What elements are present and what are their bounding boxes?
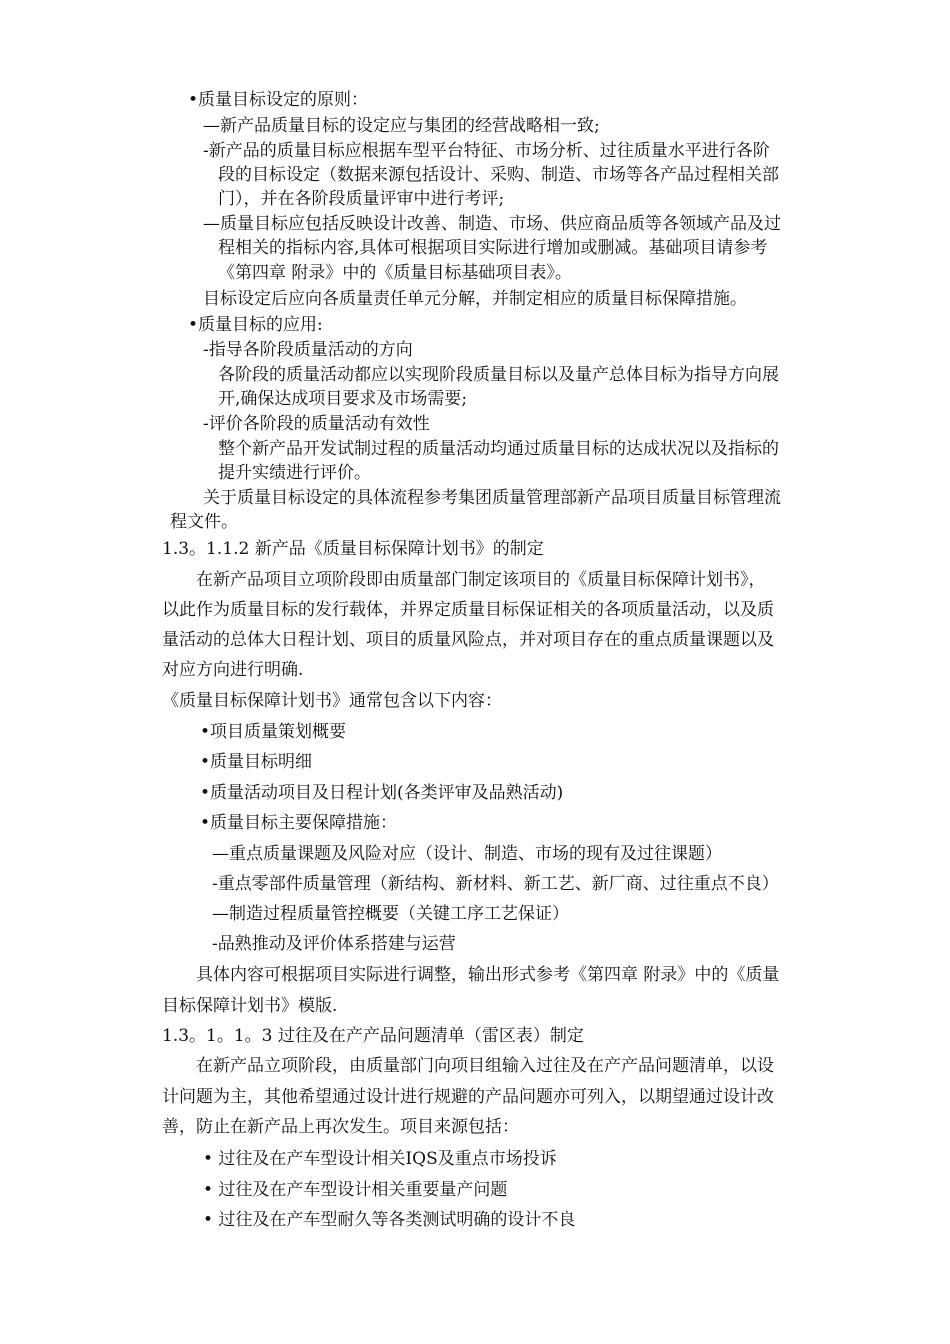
- plan-subitem-4: -品熟推动及评价体系搭建与运营: [212, 934, 456, 954]
- principle-1: —新产品质量目标的设定应与集团的经营战略相一致;: [203, 116, 600, 136]
- application-2-title: -评价各阶段的质量活动有效性: [203, 414, 430, 434]
- bullet-application-heading: •质量目标的应用:: [188, 315, 323, 335]
- para-plan-line2: 以此作为质量目标的发行载体，并界定质量目标保证相关的各项质量活动，以及质: [162, 600, 774, 620]
- plan-item-1: •项目质量策划概要: [200, 722, 347, 742]
- para-issues-line2: 计问题为主，其他希望通过设计进行规避的产品问题亦可列入，以期望通过设计改: [162, 1087, 774, 1107]
- source-item-2: • 过往及在产车型设计相关重要量产问题: [203, 1180, 508, 1200]
- bullet-principles-heading: •质量目标设定的原则：: [188, 90, 369, 110]
- process-note-line2: 程文件。: [170, 512, 238, 532]
- para-plan-line1: 在新产品项目立项阶段即由质量部门制定该项目的《质量目标保障计划书》，: [196, 570, 766, 590]
- plan-note-line1: 具体内容可根据项目实际进行调整，输出形式参考《第四章 附录》中的《质量: [196, 965, 780, 985]
- para-plan-line4: 对应方向进行明确.: [162, 660, 304, 680]
- principle-3-line2: 程相关的指标内容,具体可根据项目实际进行增加或删减。基础项目请参考: [218, 238, 768, 258]
- principle-2-line1: -新产品的质量目标应根据车型平台特征、市场分析、过往质量水平进行各阶: [203, 141, 770, 161]
- plan-subitem-1: —重点质量课题及风险对应（设计、制造、市场的现有及过往课题）: [212, 844, 722, 864]
- principle-3-line3: 《第四章 附录》中的《质量目标基础项目表》。: [218, 263, 572, 283]
- process-note-line1: 关于质量目标设定的具体流程参考集团质量管理部新产品项目质量目标管理流: [203, 488, 781, 508]
- plan-item-2: •质量目标明细: [200, 752, 313, 772]
- plan-item-4: •质量目标主要保障措施：: [200, 813, 398, 833]
- source-item-3: • 过往及在产车型耐久等各类测试明确的设计不良: [203, 1210, 576, 1230]
- principle-2-line3: 门），并在各阶段质量评审中进行考评;: [218, 189, 505, 209]
- principle-2-line2: 段的目标设定（数据来源包括设计、采购、制造、市场等各产品过程相关部: [218, 165, 779, 185]
- principle-note: 目标设定后应向各质量责任单元分解，并制定相应的质量目标保障措施。: [203, 289, 747, 309]
- para-plan-line3: 量活动的总体大日程计划、项目的质量风险点，并对项目存在的重点质量课题以及: [162, 630, 774, 650]
- section-heading-1-3-1-1-2: 1.3。1.1.2 新产品《质量目标保障计划书》的制定: [162, 539, 544, 559]
- application-1-line2: 开,确保达成项目要求及市场需要;: [218, 389, 468, 409]
- section-heading-1-3-1-1-3: 1.3。1。1。3 过往及在产产品问题清单（雷区表）制定: [162, 1026, 584, 1046]
- plan-subitem-3: —制造过程质量管控概要（关键工序工艺保证）: [212, 904, 569, 924]
- application-1-title: -指导各阶段质量活动的方向: [203, 340, 413, 360]
- para-issues-line3: 善，防止在新产品上再次发生。项目来源包括：: [162, 1117, 519, 1137]
- application-2-line1: 整个新产品开发试制过程的质量活动均通过质量目标的达成状况以及指标的: [218, 439, 779, 459]
- plan-contents-intro: 《质量目标保障计划书》通常包含以下内容：: [162, 691, 502, 711]
- para-issues-line1: 在新产品立项阶段，由质量部门向项目组输入过往及在产产品问题清单，以设: [196, 1056, 774, 1076]
- application-1-line1: 各阶段的质量活动都应以实现阶段质量目标以及量产总体目标为指导方向展: [218, 365, 779, 385]
- application-2-line2: 提升实绩进行评价。: [218, 463, 371, 483]
- source-item-1: • 过往及在产车型设计相关IQS及重点市场投诉: [203, 1149, 557, 1169]
- plan-subitem-2: -重点零部件质量管理（新结构、新材料、新工艺、新厂商、过往重点不良）: [212, 874, 779, 894]
- principle-3-line1: —质量目标应包括反映设计改善、制造、市场、供应商品质等各领域产品及过: [203, 214, 781, 234]
- plan-item-3: •质量活动项目及日程计划(各类评审及品熟活动): [200, 783, 564, 803]
- plan-note-line2: 目标保障计划书》模版.: [162, 996, 338, 1016]
